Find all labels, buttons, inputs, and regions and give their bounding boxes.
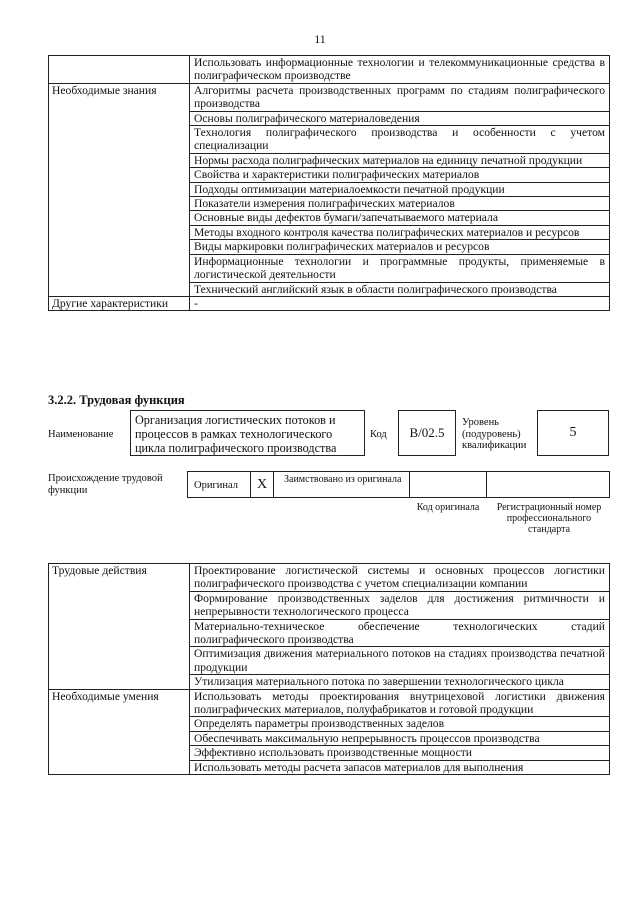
borrowed-label: Заимствовано из оригинала	[284, 474, 402, 485]
actions-label: Трудовые действия	[49, 564, 190, 690]
knowledge-item: Виды маркировки полиграфических материалов и ресурсов	[190, 240, 610, 254]
action-item: Формирование производственных заделов для достижения ритмичности и непрерывности технологического процесса	[190, 591, 610, 619]
knowledge-item: Алгоритмы расчета производственных программ по стадиям полиграфического производства	[190, 83, 610, 111]
action-item: Оптимизация движения материального потоков на стадиях производства печатной продукции	[190, 647, 610, 675]
code-original-caption: Код оригинала	[416, 502, 480, 513]
origin-row	[187, 471, 610, 498]
knowledge-item: Информационные технологии и программные продукты, применяемые в логистической деятельности	[190, 254, 610, 282]
skills-label: Необходимые умения	[49, 689, 190, 774]
page-number: 11	[314, 32, 326, 46]
knowledge-item: Методы входного контроля качества полиграфических материалов и ресурсов	[190, 225, 610, 239]
table-cell: Использовать информационные технологии и телекоммуникационные средства в полиграфическом производстве	[190, 56, 610, 84]
table-row	[49, 564, 610, 592]
function-code-box: B/02.5	[398, 410, 456, 456]
original-label: Оригинал	[194, 480, 238, 491]
action-item: Материально-техническое обеспечение технологических стадий полиграфического производства	[190, 619, 610, 647]
knowledge-table	[48, 55, 610, 311]
knowledge-label: Необходимые знания	[49, 83, 190, 296]
other-value: -	[190, 296, 610, 310]
divider	[486, 472, 487, 497]
level-label: Уровень (подуровень) квалификации	[462, 417, 527, 451]
table-row	[49, 56, 610, 84]
knowledge-item: Основы полиграфического материаловедения	[190, 111, 610, 125]
code-label: Код	[370, 429, 387, 440]
knowledge-item: Основные виды дефектов бумаги/запечатываемого материала	[190, 211, 610, 225]
knowledge-item: Подходы оптимизации материалоемкости печатной продукции	[190, 182, 610, 196]
other-label: Другие характеристики	[49, 296, 190, 310]
action-item: Утилизация материального потока по завершении технологического цикла	[190, 675, 610, 689]
knowledge-item: Технология полиграфического производства и особенности с учетом специализации	[190, 126, 610, 154]
level-box: 5	[537, 410, 609, 456]
table-row	[49, 689, 610, 717]
original-mark: X	[250, 472, 274, 497]
function-name-box: Организация логистических потоков и процессов в рамках технологического цикла полиграфического производства	[130, 410, 365, 456]
reg-number-caption: Регистрационный номер профессионального стандарта	[496, 502, 602, 535]
skill-item: Эффективно использовать производственные мощности	[190, 746, 610, 760]
divider	[409, 472, 410, 497]
skill-item: Обеспечивать максимальную непрерывность процессов производства	[190, 731, 610, 745]
skill-item: Определять параметры производственных заделов	[190, 717, 610, 731]
action-item: Проектирование логистической системы и основных процессов логистики полиграфического производства с учетом специализации компании	[190, 564, 610, 592]
name-label: Наименование	[48, 429, 114, 440]
knowledge-item: Показатели измерения полиграфических материалов	[190, 197, 610, 211]
table-row	[49, 83, 610, 111]
skill-item: Использовать методы проектирования внутрицеховой логистики движения полиграфических материалов, полуфабрикатов и готовой продукции	[190, 689, 610, 717]
origin-label: Происхождение трудовой функции	[48, 473, 163, 496]
table-row	[49, 296, 610, 310]
knowledge-item: Свойства и характеристики полиграфических материалов	[190, 168, 610, 182]
knowledge-item: Нормы расхода полиграфических материалов на единицу печатной продукции	[190, 153, 610, 167]
knowledge-item: Технический английский язык в области полиграфического производства	[190, 282, 610, 296]
skill-item: Использовать методы расчета запасов материалов для выполнения	[190, 760, 610, 774]
section-heading: 3.2.2. Трудовая функция	[48, 393, 185, 407]
actions-table	[48, 563, 610, 775]
